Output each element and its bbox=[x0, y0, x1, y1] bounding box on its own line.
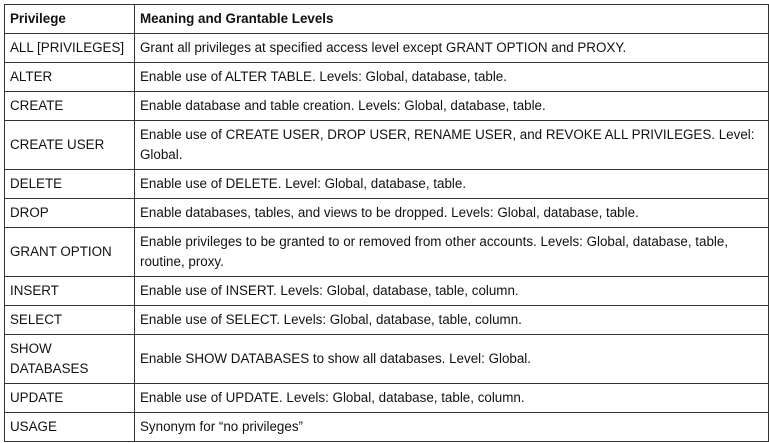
meaning-cell: Enable use of SELECT. Levels: Global, database, table, column. bbox=[135, 306, 769, 335]
table-row bbox=[5, 277, 769, 306]
meaning-cell: Enable use of DELETE. Level: Global, database, table. bbox=[135, 170, 769, 199]
privilege-cell: DROP bbox=[5, 199, 135, 228]
table-row bbox=[5, 92, 769, 121]
meaning-cell: Synonym for “no privileges” bbox=[135, 413, 769, 442]
privilege-cell: GRANT OPTION bbox=[5, 228, 135, 277]
meaning-cell: Enable use of INSERT. Levels: Global, database, table, column. bbox=[135, 277, 769, 306]
privilege-cell: SHOW DATABASES bbox=[5, 335, 135, 384]
header-privilege: Privilege bbox=[5, 5, 135, 34]
table-row bbox=[5, 34, 769, 63]
meaning-cell: Enable use of ALTER TABLE. Levels: Global, database, table. bbox=[135, 63, 769, 92]
privilege-cell: UPDATE bbox=[5, 384, 135, 413]
meaning-cell: Enable databases, tables, and views to be dropped. Levels: Global, database, table. bbox=[135, 199, 769, 228]
privilege-cell: DELETE bbox=[5, 170, 135, 199]
table-row bbox=[5, 121, 769, 170]
table-row bbox=[5, 170, 769, 199]
privilege-cell: CREATE bbox=[5, 92, 135, 121]
meaning-cell: Enable privileges to be granted to or removed from other accounts. Levels: Global, database, table, routine, proxy. bbox=[135, 228, 769, 277]
table-row bbox=[5, 199, 769, 228]
privilege-cell: ALL [PRIVILEGES] bbox=[5, 34, 135, 63]
meaning-cell: Enable database and table creation. Levels: Global, database, table. bbox=[135, 92, 769, 121]
table-row bbox=[5, 413, 769, 442]
table-row bbox=[5, 228, 769, 277]
privilege-cell: CREATE USER bbox=[5, 121, 135, 170]
meaning-cell: Enable use of UPDATE. Levels: Global, database, table, column. bbox=[135, 384, 769, 413]
privileges-table bbox=[4, 4, 769, 442]
table-header-row bbox=[5, 5, 769, 34]
header-meaning: Meaning and Grantable Levels bbox=[135, 5, 769, 34]
privilege-cell: SELECT bbox=[5, 306, 135, 335]
privilege-cell: INSERT bbox=[5, 277, 135, 306]
table-row bbox=[5, 384, 769, 413]
table-row bbox=[5, 306, 769, 335]
meaning-cell: Enable SHOW DATABASES to show all databases. Level: Global. bbox=[135, 335, 769, 384]
privilege-cell: ALTER bbox=[5, 63, 135, 92]
meaning-cell: Grant all privileges at specified access level except GRANT OPTION and PROXY. bbox=[135, 34, 769, 63]
table-row bbox=[5, 335, 769, 384]
meaning-cell: Enable use of CREATE USER, DROP USER, RENAME USER, and REVOKE ALL PRIVILEGES. Level: Global. bbox=[135, 121, 769, 170]
privilege-cell: USAGE bbox=[5, 413, 135, 442]
table-row bbox=[5, 63, 769, 92]
